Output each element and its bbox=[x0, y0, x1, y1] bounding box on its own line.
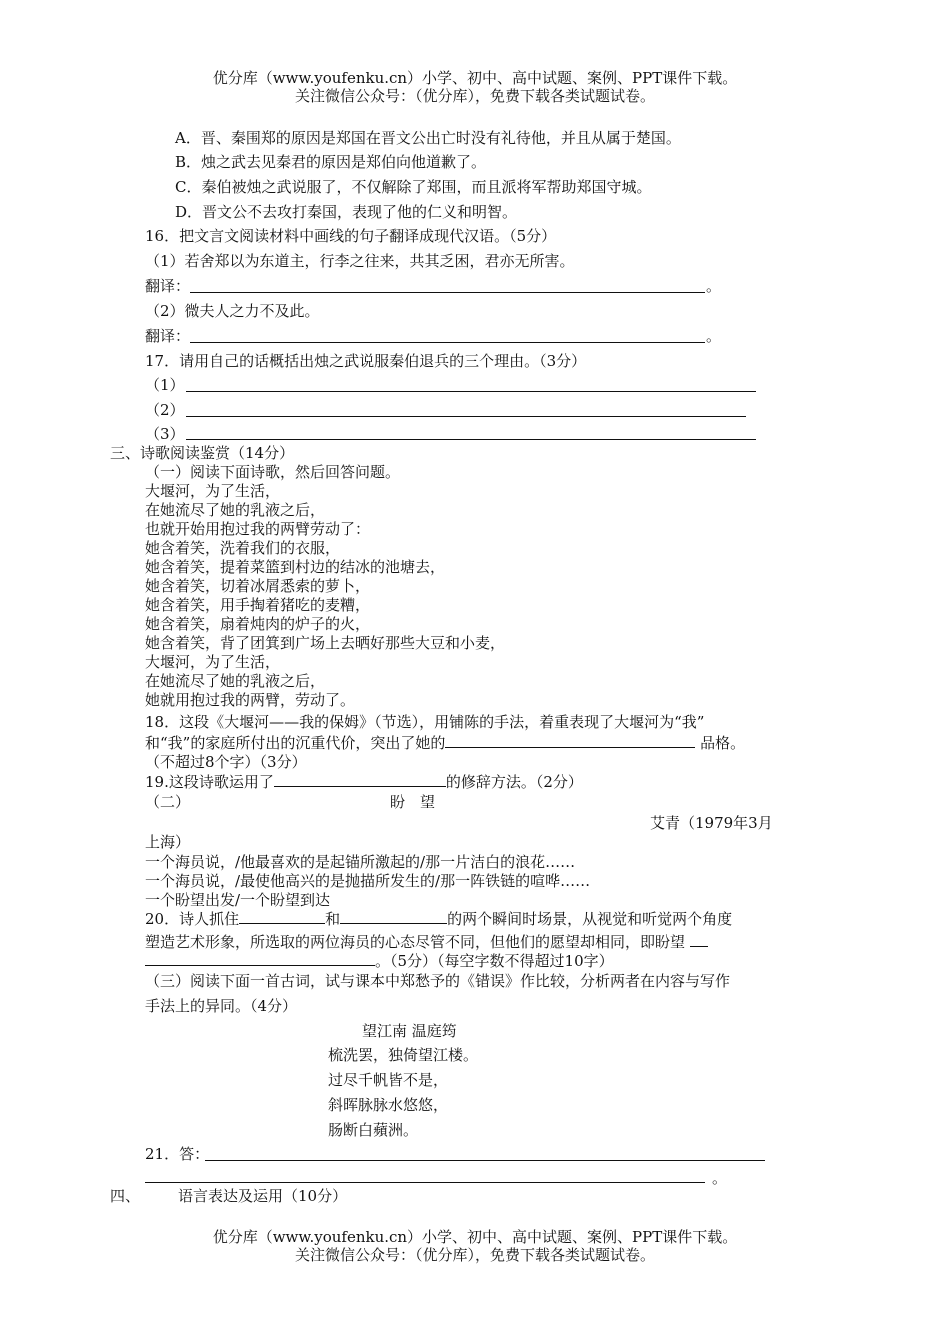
section-4-title: 语言表达及运用（10分） bbox=[178, 1187, 348, 1205]
q17-num-1: （1） bbox=[145, 376, 185, 394]
poem-2-place: 上海） bbox=[145, 833, 191, 851]
q18-line-2 bbox=[145, 733, 745, 753]
poem-2-label: （二） bbox=[145, 793, 191, 811]
ci-line: 肠断白蘋洲。 bbox=[328, 1121, 419, 1139]
poem-line: 她含着笑，切着冰屑悉索的萝卜， bbox=[145, 577, 371, 595]
poem-1-intro: （一）阅读下面诗歌，然后回答问题。 bbox=[145, 463, 401, 481]
q18-line-1: 18．这段《大堰河——我的保姆》（节选），用铺陈的手法，着重表现了大堰河为“我” bbox=[145, 713, 705, 731]
q17-num-3: （3） bbox=[145, 425, 185, 443]
ci-line: 斜晖脉脉水悠悠， bbox=[328, 1096, 449, 1114]
poem-2-line: 一个海员说，/他最喜欢的是起锚所激起的/那一片洁白的浪花…… bbox=[145, 853, 576, 871]
q15-option-a: A．晋、秦围郑的原因是郑国在晋文公出亡时没有礼待他，并且从属于楚国。 bbox=[175, 129, 681, 147]
q18-line-3: （不超过8个字）（3分） bbox=[145, 753, 307, 771]
q16-period-2: 。 bbox=[706, 327, 722, 345]
q16-answer-line-1[interactable] bbox=[190, 292, 705, 293]
poem-line: 在她流尽了她的乳液之后， bbox=[145, 501, 326, 519]
poem-line: 她含着笑，扇着炖肉的炉子的火， bbox=[145, 615, 371, 633]
q16-answer-line-2[interactable] bbox=[190, 342, 705, 343]
q18-text-after: 品格。 bbox=[700, 734, 746, 752]
poem-line: 她就用抱过我的两臂，劳动了。 bbox=[145, 691, 356, 709]
q19-blank[interactable] bbox=[274, 772, 446, 787]
poem-2-line: 一个海员说，/最使他高兴的是抛描所发生的/那一阵铁链的喧哗…… bbox=[145, 872, 591, 890]
poem-line: 她含着笑，背了团箕到广场上去晒好那些大豆和小麦， bbox=[145, 634, 506, 652]
q21-answer-line-2[interactable] bbox=[145, 1182, 705, 1183]
q16-period-1: 。 bbox=[706, 277, 722, 295]
q16-sentence-2: （2）微夫人之力不及此。 bbox=[145, 302, 320, 320]
q15-option-b: B．烛之武去见秦君的原因是郑伯向他道歉了。 bbox=[175, 153, 487, 171]
part-3-line-1: （三）阅读下面一首古词，试与课本中郑愁予的《错误》作比较，分析两者在内容与写作 bbox=[145, 972, 731, 990]
q19-line bbox=[145, 772, 583, 792]
q20-line-1 bbox=[145, 909, 732, 929]
q16-stem: 16．把文言文阅读材料中画线的句子翻译成现代汉语。（5分） bbox=[145, 227, 557, 245]
poem-line: 她含着笑，洗着我们的衣服， bbox=[145, 539, 341, 557]
q17-answer-line-2[interactable] bbox=[186, 416, 746, 417]
poem-line: 也就开始用抱过我的两臂劳动了： bbox=[145, 520, 371, 538]
q16-sentence-1: （1）若舍郑以为东道主，行李之往来，共其乏困，君亦无所害。 bbox=[145, 252, 575, 270]
q16-translate-label-1: 翻译： bbox=[145, 277, 191, 295]
q17-num-2: （2） bbox=[145, 401, 185, 419]
ci-line: 梳洗罢，独倚望江楼。 bbox=[328, 1046, 479, 1064]
poem-2-title: 盼 望 bbox=[390, 793, 436, 811]
q20-blank-2[interactable] bbox=[340, 909, 447, 924]
q20-text-4: 塑造艺术形象，所选取的两位海员的心态尽管不同，但他们的愿望却相同，即盼望 bbox=[145, 933, 686, 951]
poem-2-line: 一个盼望出发/一个盼望到达 bbox=[145, 891, 331, 909]
q20-blank-3a[interactable] bbox=[690, 932, 708, 947]
poem-line: 大堰河，为了生活， bbox=[145, 482, 281, 500]
part-3-line-2: 手法上的异同。（4分） bbox=[145, 997, 298, 1015]
q20-line-2 bbox=[145, 932, 708, 952]
q18-text-before: 和“我”的家庭所付出的沉重代价，突出了她的 bbox=[145, 734, 446, 752]
q20-blank-1[interactable] bbox=[239, 909, 325, 924]
footer-line-2: 关注微信公众号：（优分库），免费下载各类试题试卷。 bbox=[294, 1246, 655, 1264]
poem-line: 她含着笑，提着菜篮到村边的结冰的池塘去， bbox=[145, 558, 446, 576]
footer-line-1: 优分库（www.youfenku.cn）小学、初中、高中试题、案例、PPT课件下载。 bbox=[212, 1228, 738, 1246]
q20-text-5: 。（5分）（每空字数不得超过10字） bbox=[375, 952, 614, 970]
q21-period: 。 bbox=[712, 1169, 728, 1187]
poem-line: 大堰河，为了生活， bbox=[145, 653, 281, 671]
poem-2-author: 艾青（1979年3月 bbox=[650, 814, 773, 832]
q16-translate-label-2: 翻译： bbox=[145, 327, 191, 345]
q17-answer-line-3[interactable] bbox=[186, 439, 756, 440]
q20-text-2: 和 bbox=[325, 910, 341, 928]
q21-answer-line-1[interactable] bbox=[205, 1160, 765, 1161]
q18-blank[interactable] bbox=[445, 733, 695, 748]
q19-text-after: 的修辞方法。（2分） bbox=[445, 773, 583, 791]
poem-line: 她含着笑，用手掏着猪吃的麦糟， bbox=[145, 596, 371, 614]
q17-answer-line-1[interactable] bbox=[186, 391, 756, 392]
header-line-2: 关注微信公众号：（优分库），免费下载各类试题试卷。 bbox=[294, 87, 655, 105]
section-3-title: 三、诗歌阅读鉴赏（14分） bbox=[110, 444, 295, 462]
q17-stem: 17．请用自己的话概括出烛之武说服秦伯退兵的三个理由。（3分） bbox=[145, 352, 587, 370]
q15-option-c: C．秦伯被烛之武说服了，不仅解除了郑围，而且派将军帮助郑国守城。 bbox=[175, 178, 652, 196]
header-line-1: 优分库（www.youfenku.cn）小学、初中、高中试题、案例、PPT课件下载。 bbox=[212, 69, 738, 87]
ci-line: 过尽千帆皆不是， bbox=[328, 1071, 449, 1089]
q19-text-before: 19.这段诗歌运用了 bbox=[145, 773, 274, 791]
q20-blank-3b[interactable] bbox=[145, 951, 375, 966]
q21-label: 21．答： bbox=[145, 1145, 210, 1163]
poem-line: 在她流尽了她的乳液之后， bbox=[145, 672, 326, 690]
q20-line-3 bbox=[145, 951, 614, 971]
section-4-number: 四、 bbox=[110, 1187, 141, 1205]
q20-text-1: 20．诗人抓住 bbox=[145, 910, 240, 928]
ci-title: 望江南 温庭筠 bbox=[362, 1022, 457, 1040]
q15-option-d: D．晋文公不去攻打秦国，表现了他的仁义和明智。 bbox=[175, 203, 518, 221]
q20-text-3: 的两个瞬间时场景，从视觉和听觉两个角度 bbox=[447, 910, 733, 928]
